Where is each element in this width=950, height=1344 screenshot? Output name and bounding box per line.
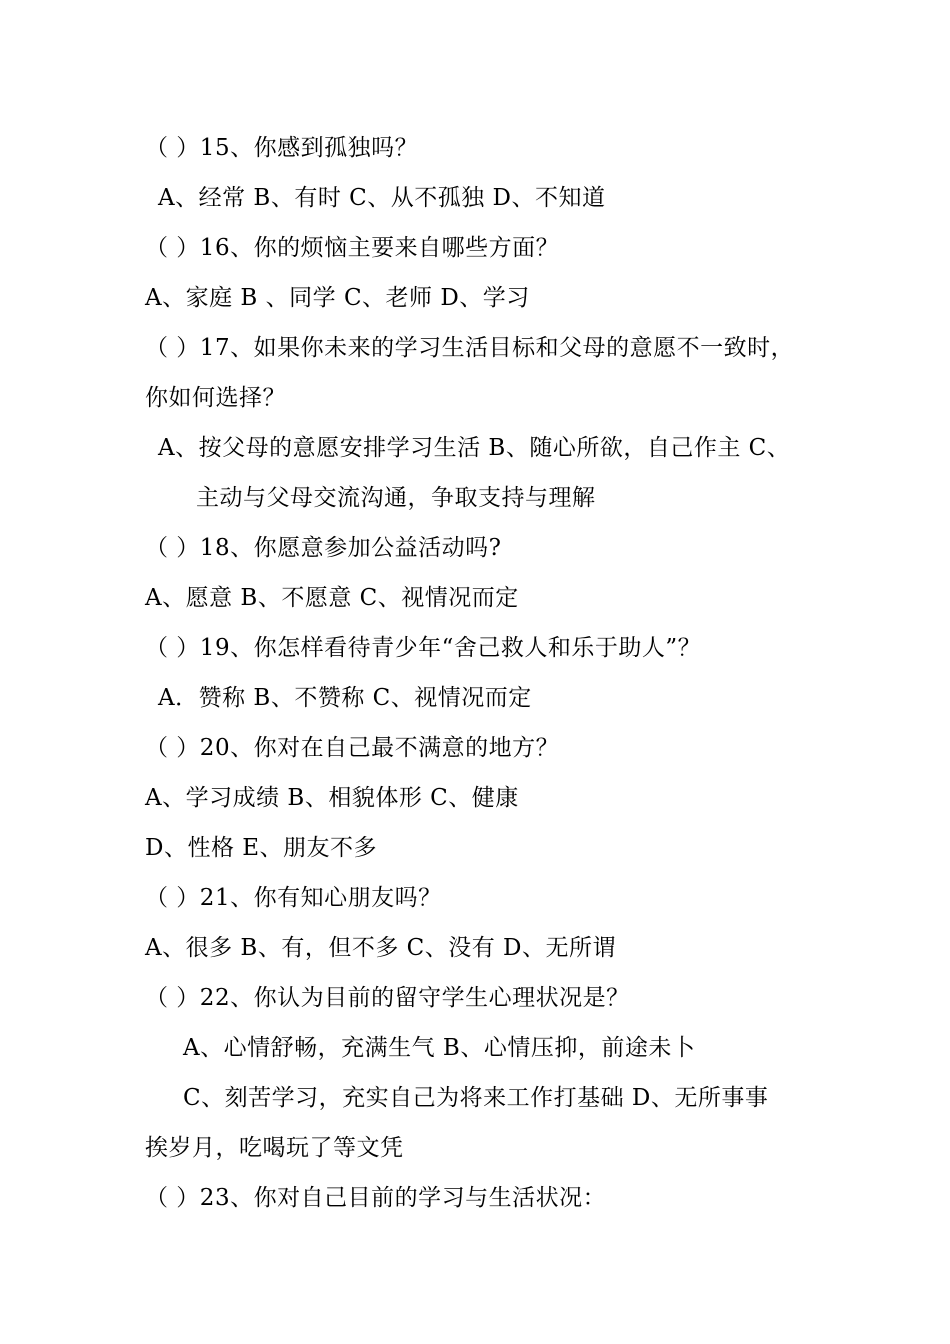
- question-15-options: A、经常 B、有时 C、从不孤独 D、不知道: [158, 185, 606, 211]
- question-20-options-continued: D、性格 E、朋友不多: [145, 835, 378, 861]
- question-17-continued: 你如何选择？: [145, 385, 286, 411]
- question-22: （ ）22、你认为目前的留守学生心理状况是？: [145, 985, 630, 1011]
- question-18-options: A、愿意 B、不愿意 C、视情况而定: [145, 585, 519, 611]
- question-21-options: A、很多 B、有，但不多 C、没有 D、无所谓: [145, 935, 616, 961]
- question-22-options-cd: C、刻苦学习，充实自己为将来工作打基础 D、无所事事: [183, 1085, 769, 1111]
- question-18: （ ）18、你愿意参加公益活动吗?: [145, 535, 502, 561]
- question-22-options-ab: A、心情舒畅，充满生气 B、心情压抑，前途未卜: [183, 1035, 696, 1061]
- question-15: （ ）15、你感到孤独吗？: [145, 135, 419, 161]
- question-16: （ ）16、你的烦恼主要来自哪些方面？: [145, 235, 560, 261]
- question-20: （ ）20、你对在自己最不满意的地方？: [145, 735, 560, 761]
- question-19: （ ）19、你怎样看待青少年“舍己救人和乐于助人”？: [145, 635, 702, 661]
- question-20-options: A、学习成绩 B、相貌体形 C、健康: [145, 785, 519, 811]
- question-23: （ ）23、你对自己目前的学习与生活状况：: [145, 1185, 607, 1211]
- question-21: （ ）21、你有知心朋友吗？: [145, 885, 442, 911]
- question-19-options: A．赞称 B、不赞称 C、视情况而定: [158, 685, 532, 711]
- question-22-options-continued: 挨岁月，吃喝玩了等文凭: [145, 1135, 404, 1161]
- question-17-options: A、按父母的意愿安排学习生活 B、随心所欲，自己作主 C、: [158, 435, 791, 461]
- question-17: （ ）17、如果你未来的学习生活目标和父母的意愿不一致时，: [145, 335, 795, 361]
- question-17-options-continued: 主动与父母交流沟通，争取支持与理解: [196, 485, 596, 511]
- question-16-options: A、家庭 B 、同学 C、老师 D、学习: [145, 285, 530, 311]
